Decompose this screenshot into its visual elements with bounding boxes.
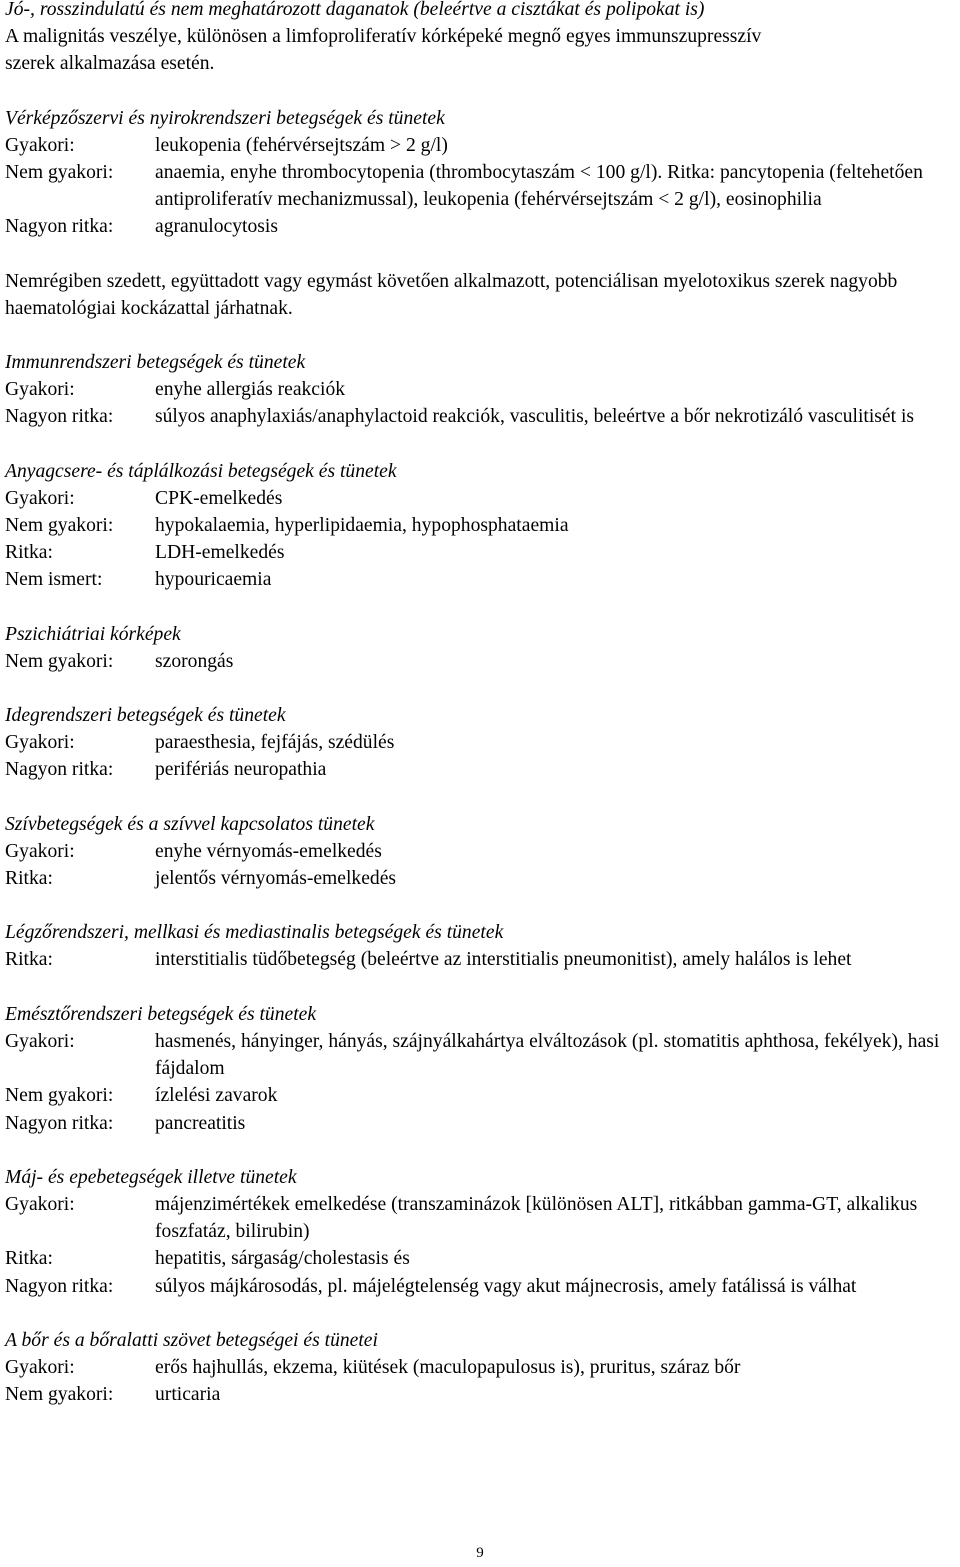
frequency-row: [5, 213, 943, 240]
frequency-row: [5, 1354, 943, 1381]
intro-text-line: A malignitás veszélye, különösen a limfoproliferatív kórképeké megnő egyes immunszupresszív: [5, 26, 762, 48]
section-heading: Anyagcsere- és táplálkozási betegségek és tünetek: [5, 460, 397, 482]
frequency-label: Nem gyakori:: [5, 650, 114, 672]
frequency-text: májenzimértékek emelkedése (transzaminázok [különösen ALT], ritkábban gamma-GT, alkalikus foszfatáz, bilirubin): [155, 1193, 918, 1243]
frequency-row: [5, 159, 943, 213]
frequency-text: szorongás: [155, 650, 234, 672]
frequency-label: Gyakori:: [5, 1193, 75, 1215]
section-nervous-system: [5, 702, 943, 784]
section-metabolism: [5, 458, 943, 594]
frequency-row: [5, 1191, 943, 1245]
page-number: 9: [476, 1545, 484, 1561]
frequency-text: hepatitis, sárgaság/cholestasis és: [155, 1248, 410, 1270]
frequency-text: paraesthesia, fejfájás, szédülés: [155, 732, 395, 754]
section-heading: Légzőrendszeri, mellkasi és mediastinalis betegségek és tünetek: [5, 922, 504, 944]
frequency-text: interstitialis tüdőbetegség (beleértve az interstitialis pneumonitist), amely halálos is lehet: [155, 949, 852, 971]
frequency-text: pancreatitis: [155, 1112, 246, 1134]
frequency-row: [5, 1245, 943, 1272]
frequency-row: [5, 756, 943, 783]
section-cardiac: [5, 811, 943, 893]
frequency-label: Nem gyakori:: [5, 1085, 114, 1107]
frequency-label: Ritka:: [5, 1248, 53, 1270]
frequency-text: hasmenés, hányinger, hányás, szájnyálkahártya elváltozások (pl. stomatitis aphthosa, fekélyek), hasi fájdalom: [155, 1030, 940, 1080]
frequency-text: LDH-emelkedés: [155, 542, 285, 564]
frequency-text: ízlelési zavarok: [155, 1085, 278, 1107]
section-heading: Máj- és epebetegségek illetve tünetek: [5, 1166, 297, 1188]
section-immune: [5, 349, 943, 431]
frequency-label: Nem gyakori:: [5, 162, 114, 184]
intro-heading: Jó-, rosszindulatú és nem meghatározott daganatok (beleértve a cisztákat és polipokat is): [5, 0, 705, 20]
frequency-label: Ritka:: [5, 949, 53, 971]
section-gastrointestinal: [5, 1001, 943, 1137]
section-heading: Idegrendszeri betegségek és tünetek: [5, 705, 286, 727]
frequency-row: [5, 1381, 943, 1408]
frequency-text: súlyos májkárosodás, pl. májelégtelenség vagy akut májnecrosis, amely fatálissá is válhat: [155, 1275, 857, 1297]
frequency-row: [5, 1028, 943, 1082]
frequency-label: Gyakori:: [5, 732, 75, 754]
frequency-label: Nem ismert:: [5, 569, 103, 591]
frequency-text: anaemia, enyhe thrombocytopenia (thrombocytaszám < 100 g/l). Ritka: pancytopenia (feltehetően antiproliferatív mechanizmussal), leukopenia (fehérvérsejtszám < 2 g/l), eosinophilia: [155, 162, 923, 211]
frequency-text: enyhe allergiás reakciók: [155, 379, 346, 401]
frequency-text: erős hajhullás, ekzema, kiütések (maculopapulosus is), pruritus, száraz bőr: [155, 1356, 741, 1378]
frequency-row: [5, 865, 943, 892]
frequency-label: Gyakori:: [5, 134, 75, 156]
frequency-label: Nagyon ritka:: [5, 1275, 114, 1297]
frequency-row: [5, 1273, 943, 1300]
frequency-text: hypouricaemia: [155, 569, 272, 591]
section-heading: Emésztőrendszeri betegségek és tünetek: [5, 1003, 317, 1025]
frequency-row: [5, 729, 943, 756]
frequency-label: Gyakori:: [5, 379, 75, 401]
frequency-text: súlyos anaphylaxiás/anaphylactoid reakciók, vasculitis, beleértve a bőr nekrotizáló vasculitisét is: [155, 406, 915, 428]
frequency-text: leukopenia (fehérvérsejtszám > 2 g/l): [155, 134, 448, 156]
frequency-row: [5, 485, 943, 512]
frequency-label: Gyakori:: [5, 1356, 75, 1378]
frequency-label: Nem gyakori:: [5, 515, 114, 537]
frequency-label: Nagyon ritka:: [5, 406, 114, 428]
frequency-text: CPK-emelkedés: [155, 487, 283, 509]
intro-text-line: szerek alkalmazása esetén.: [5, 53, 215, 75]
frequency-row: [5, 648, 943, 675]
frequency-label: Nagyon ritka:: [5, 759, 114, 781]
section-hepatobiliary: [5, 1164, 943, 1300]
frequency-text: agranulocytosis: [155, 216, 278, 238]
section-skin: [5, 1327, 943, 1409]
section-respiratory: [5, 919, 943, 973]
frequency-row: [5, 946, 943, 973]
frequency-text: perifériás neuropathia: [155, 759, 327, 781]
frequency-row: [5, 132, 943, 159]
frequency-row: [5, 376, 943, 403]
frequency-label: Nem gyakori:: [5, 1384, 114, 1406]
frequency-label: Gyakori:: [5, 1030, 75, 1052]
frequency-label: Ritka:: [5, 868, 53, 890]
frequency-text: hypokalaemia, hyperlipidaemia, hypophosphataemia: [155, 515, 569, 537]
frequency-label: Gyakori:: [5, 487, 75, 509]
section-blood-lymphatic: [5, 105, 943, 322]
section-heading: Vérképzőszervi és nyirokrendszeri betegségek és tünetek: [5, 107, 445, 129]
frequency-text: enyhe vérnyomás-emelkedés: [155, 840, 382, 862]
frequency-row: [5, 512, 943, 539]
frequency-label: Nagyon ritka:: [5, 1112, 114, 1134]
frequency-row: [5, 403, 943, 430]
document-page: [5, 0, 943, 1408]
frequency-row: [5, 1110, 943, 1137]
frequency-row: [5, 838, 943, 865]
section-heading: Pszichiátriai kórképek: [5, 623, 181, 645]
section-note: Nemrégiben szedett, együttadott vagy egymást követően alkalmazott, potenciálisan myelotoxikus szerek nagyobb haematológiai kockázattal járhatnak.: [5, 270, 898, 319]
frequency-label: Nagyon ritka:: [5, 216, 114, 238]
section-heading: Szívbetegségek és a szívvel kapcsolatos tünetek: [5, 813, 375, 835]
section-heading: A bőr és a bőralatti szövet betegségei és tünetei: [5, 1329, 378, 1351]
frequency-label: Ritka:: [5, 542, 53, 564]
frequency-row: [5, 539, 943, 566]
intro-block: [5, 0, 943, 78]
section-heading: Immunrendszeri betegségek és tünetek: [5, 352, 306, 374]
frequency-row: [5, 1082, 943, 1109]
section-psychiatric: [5, 621, 943, 675]
frequency-label: Gyakori:: [5, 840, 75, 862]
frequency-row: [5, 566, 943, 593]
frequency-text: jelentős vérnyomás-emelkedés: [155, 868, 397, 890]
frequency-text: urticaria: [155, 1384, 221, 1406]
